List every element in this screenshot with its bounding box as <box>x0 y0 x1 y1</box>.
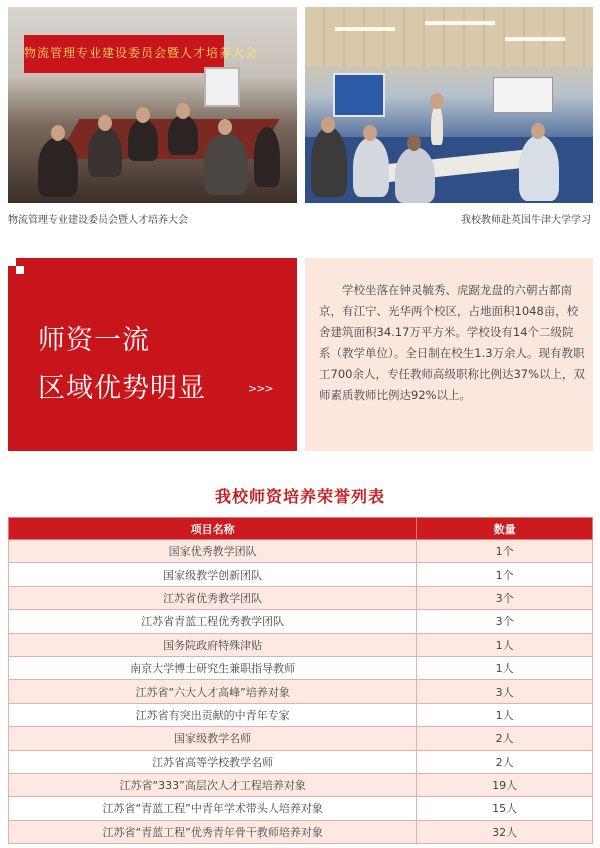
table-row <box>9 610 593 633</box>
feature-heading-line2: 区域优势明显 <box>38 373 206 404</box>
student <box>353 137 389 197</box>
table-row <box>9 727 593 750</box>
projector-screen <box>333 73 385 117</box>
row-name: 国家优秀教学团队 <box>9 540 417 563</box>
table-row <box>9 797 593 820</box>
feature-panel <box>8 258 297 451</box>
row-name: 国家级教学创新团队 <box>9 563 417 586</box>
row-name: 江苏省优秀教学团队 <box>9 586 417 609</box>
row-name: 江苏省有突出贡献的中青年专家 <box>9 703 417 726</box>
row-qty: 1人 <box>417 633 593 656</box>
table-row <box>9 680 593 703</box>
student <box>519 135 559 201</box>
row-qty: 1人 <box>417 703 593 726</box>
row-qty: 3个 <box>417 586 593 609</box>
table-row <box>9 820 593 843</box>
row-name: 江苏省“333”高层次人才工程培养对象 <box>9 773 417 796</box>
honor-table <box>8 517 593 844</box>
row-qty: 1个 <box>417 563 593 586</box>
chevron-right-icon: >>> <box>248 382 273 395</box>
decorative-square <box>8 258 16 266</box>
row-qty: 15人 <box>417 797 593 820</box>
row-qty: 1人 <box>417 656 593 679</box>
table-row <box>9 586 593 609</box>
ceiling-light <box>505 37 565 41</box>
classroom-photo <box>305 7 593 203</box>
row-name: 国家级教学名师 <box>9 727 417 750</box>
meeting-banner-text: 物流管理专业建设委员会暨人才培养大会 <box>24 46 259 60</box>
meeting-banner <box>24 35 259 73</box>
decorative-square <box>16 266 24 274</box>
table-title: 我校师资培养荣誉列表 <box>214 487 385 506</box>
table-row <box>9 703 593 726</box>
table-row <box>9 563 593 586</box>
intro-panel <box>305 258 593 451</box>
table-row <box>9 750 593 773</box>
row-name: 江苏省“六大人才高峰”培养对象 <box>9 680 417 703</box>
header-qty: 数量 <box>417 518 593 540</box>
row-name: 江苏省“青蓝工程”中青年学术带头人培养对象 <box>9 797 417 820</box>
row-name: 国务院政府特殊津贴 <box>9 633 417 656</box>
row-qty: 3个 <box>417 610 593 633</box>
meeting-photo <box>8 7 297 203</box>
row-qty: 3人 <box>417 680 593 703</box>
row-qty: 32人 <box>417 820 593 843</box>
table-row <box>9 656 593 679</box>
feature-heading-line1: 师资一流 <box>38 325 150 356</box>
intro-text: 学校坐落在钟灵毓秀、虎踞龙盘的六朝古都南京，有江宁、光华两个校区，占地面积1048亩，校舍建筑面积34.17万平方米。学校设有14个二级院系（教学单位）。全日制在校生1.3万余人。现有教职工700余人，专任教师高级职称比例达37%以上，双师素质教师比例达92%以上。 <box>319 283 586 402</box>
table-row <box>9 773 593 796</box>
student <box>311 127 347 197</box>
row-qty: 19人 <box>417 773 593 796</box>
row-name: 江苏省“青蓝工程”优秀青年骨干教师培养对象 <box>9 820 417 843</box>
row-name: 江苏省青蓝工程优秀教学团队 <box>9 610 417 633</box>
row-qty: 1个 <box>417 540 593 563</box>
lecturer <box>431 105 443 145</box>
row-name: 南京大学博士研究生兼职指导教师 <box>9 656 417 679</box>
row-name: 江苏省高等学校教学名师 <box>9 750 417 773</box>
photo-caption-right: 我校教师赴英国牛津大学学习 <box>461 215 591 226</box>
table-header-row <box>9 518 593 540</box>
ceiling-light <box>425 21 495 25</box>
table-row <box>9 540 593 563</box>
row-qty: 2人 <box>417 727 593 750</box>
whiteboard <box>493 77 553 113</box>
attendees <box>28 97 278 203</box>
table-row <box>9 633 593 656</box>
photo-caption-left: 物流管理专业建设委员会暨人才培养大会 <box>8 215 188 226</box>
header-name: 项目名称 <box>9 518 417 540</box>
row-qty: 2人 <box>417 750 593 773</box>
student <box>395 147 435 203</box>
ceiling-light <box>335 27 395 31</box>
